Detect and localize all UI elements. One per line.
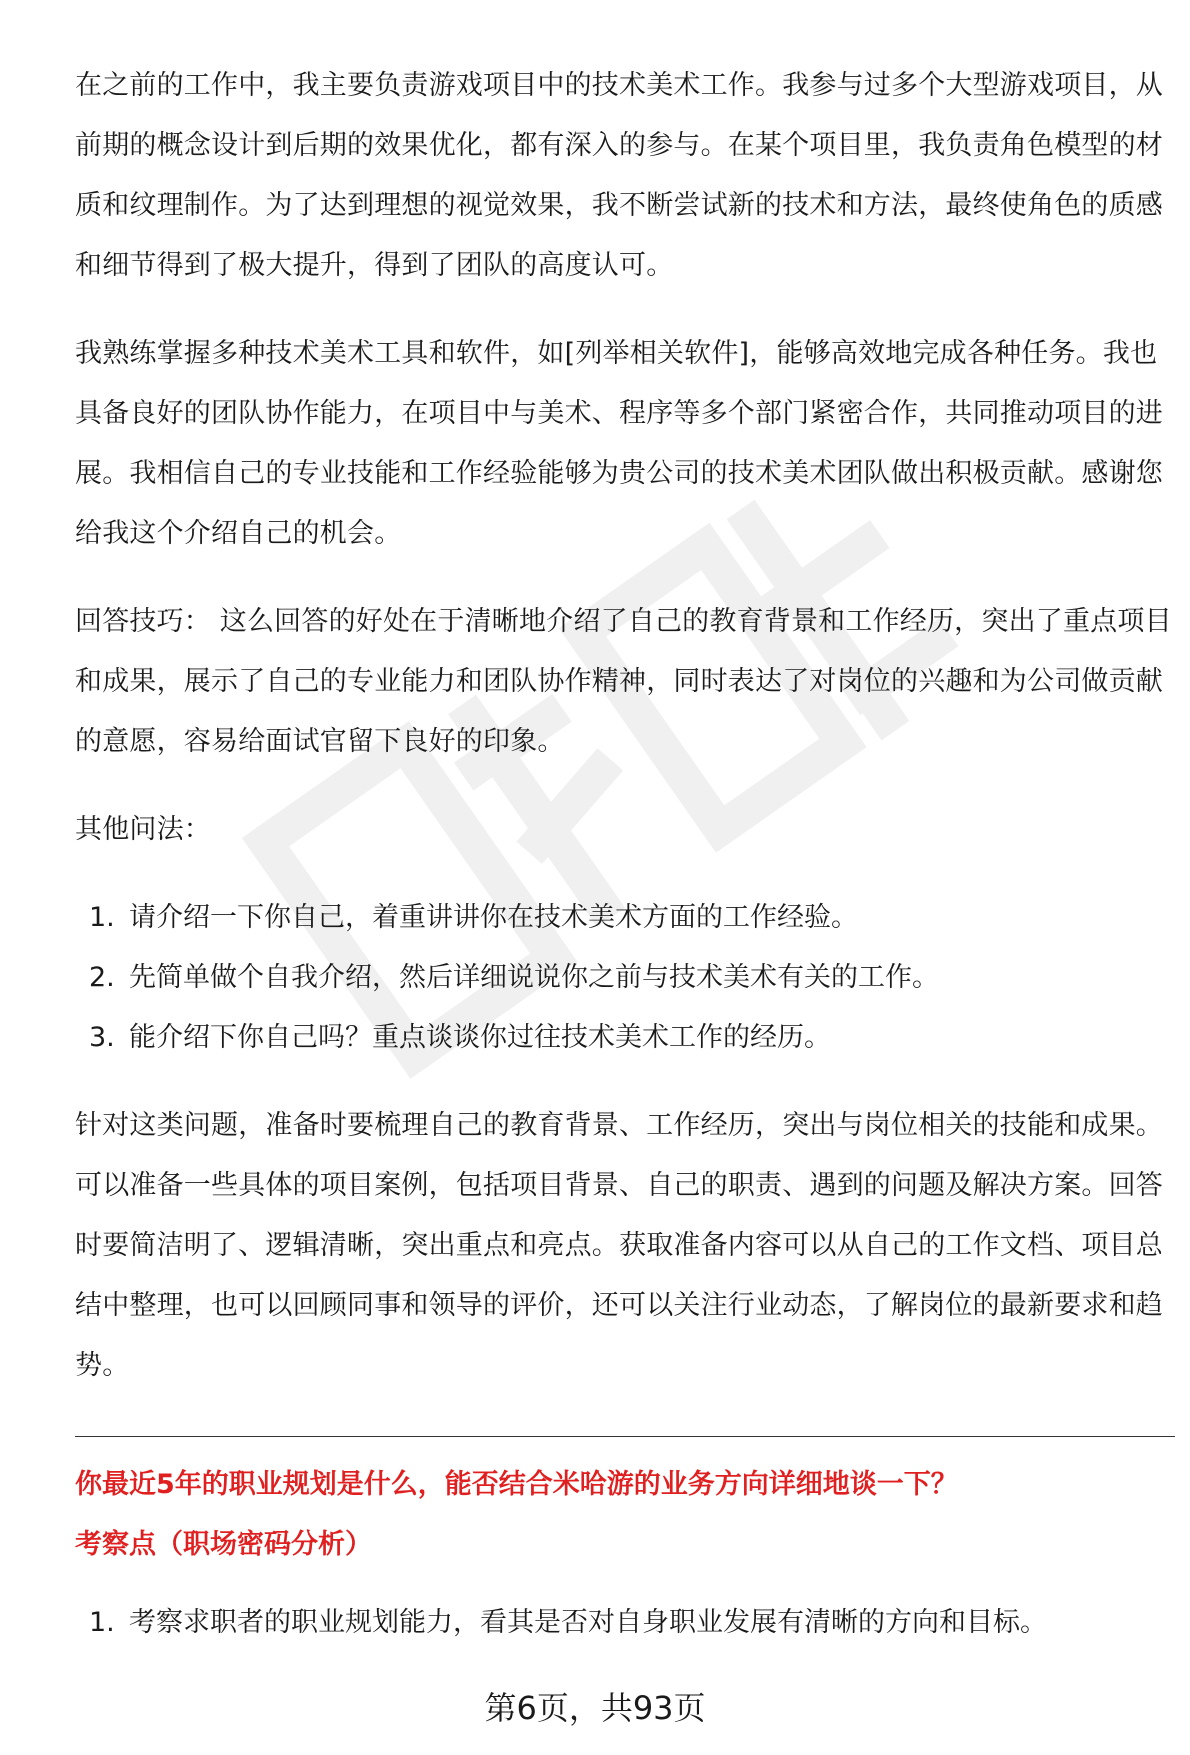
- other-questions-list: [75, 888, 1175, 1068]
- list-item: 3. 能介绍下你自己吗？重点谈谈你过往技术美术工作的经历。: [89, 1022, 831, 1053]
- paragraph-answer-tips: 回答技巧： 这么回答的好处在于清晰地介绍了自己的教育背景和工作经历，突出了重点项目和成果，展示了自己的专业能力和团队协作精神，同时表达了对岗位的兴趣和为公司做贡献的意愿，容易给面试官留下良好的印象。: [75, 606, 1172, 757]
- page-content: [75, 56, 1175, 1681]
- list-item: 1. 请介绍一下你自己，着重讲讲你在技术美术方面的工作经验。: [89, 902, 858, 933]
- question-subtitle: 考察点（职场密码分析）: [75, 1529, 372, 1560]
- list-item: 1. 考察求职者的职业规划能力，看其是否对自身职业发展有清晰的方向和目标。: [89, 1607, 1047, 1638]
- assessment-points-list: [75, 1593, 1175, 1653]
- list-item: 2. 先简单做个自我介绍，然后详细说说你之前与技术美术有关的工作。: [89, 962, 939, 993]
- question-title: 你最近5年的职业规划是什么，能否结合米哈游的业务方向详细地谈一下？: [75, 1469, 958, 1500]
- paragraph-work-experience: 在之前的工作中，我主要负责游戏项目中的技术美术工作。我参与过多个大型游戏项目，从前期的概念设计到后期的效果优化，都有深入的参与。在某个项目里，我负责角色模型的材质和纹理制作。为了达到理想的视觉效果，我不断尝试新的技术和方法，最终使角色的质感和细节得到了极大提升，得到了团队的高度认可。: [75, 70, 1163, 281]
- section-divider: [75, 1436, 1175, 1437]
- paragraph-other-questions-heading: 其他问法：: [75, 814, 211, 845]
- page-number: 第6页，共93页: [484, 1689, 706, 1727]
- paragraph-skills: 我熟练掌握多种技术美术工具和软件，如[列举相关软件]，能够高效地完成各种任务。我也具备良好的团队协作能力，在项目中与美术、程序等多个部门紧密合作，共同推动项目的进展。我相信自己的专业技能和工作经验能够为贵公司的技术美术团队做出积极贡献。感谢您给我这个介绍自己的机会。: [75, 338, 1163, 549]
- paragraph-preparation-advice: 针对这类问题，准备时要梳理自己的教育背景、工作经历，突出与岗位相关的技能和成果。可以准备一些具体的项目案例，包括项目背景、自己的职责、遇到的问题及解决方案。回答时要简洁明了、逻辑清晰，突出重点和亮点。获取准备内容可以从自己的工作文档、项目总结中整理，也可以回顾同事和领导的评价，还可以关注行业动态，了解岗位的最新要求和趋势。: [75, 1110, 1163, 1381]
